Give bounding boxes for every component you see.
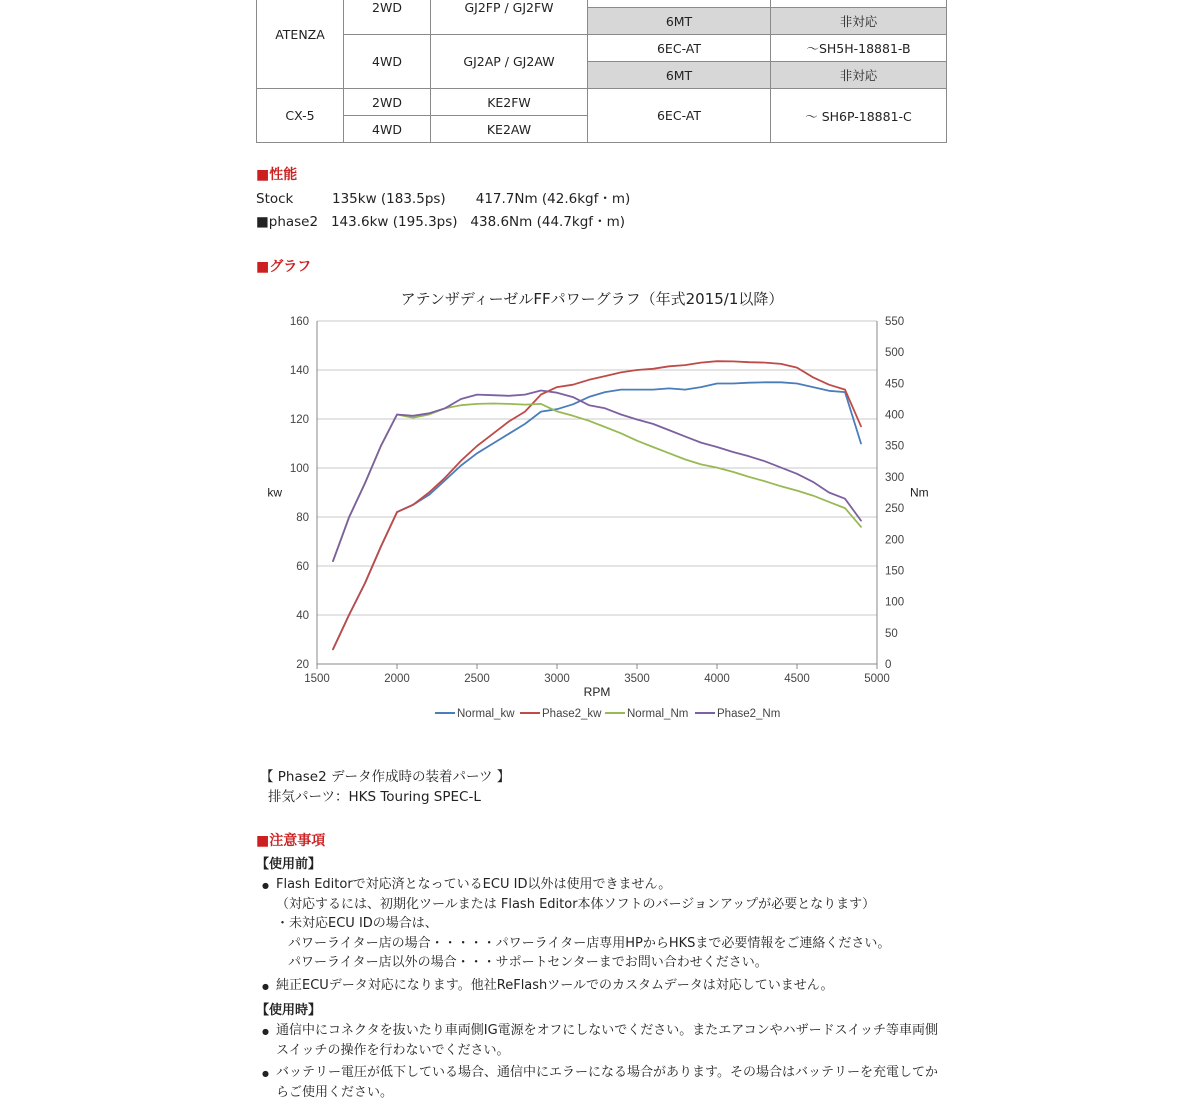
- ecu-cell: 非対応: [771, 8, 947, 35]
- note-item: [256, 976, 956, 996]
- ecu-cell: 〜SH5H-18881-B: [771, 35, 947, 62]
- note-subtext: パワーライター店以外の場合・・・サポートセンターまでお問い合わせください。: [288, 955, 768, 970]
- model-cell: CX-5: [257, 89, 344, 143]
- x-tick-label: 5000: [864, 673, 890, 685]
- y-left-tick-label: 120: [289, 414, 309, 426]
- chassis-cell: KE2FW: [431, 89, 588, 116]
- x-tick-label: 4000: [704, 673, 730, 685]
- series-line-normal-nm: [333, 404, 861, 562]
- stock-performance-line: Stock 135kw (183.5ps) 417.7Nm (42.6kgf・m): [256, 191, 631, 207]
- parts-header: 【 Phase2 データ作成時の装着パーツ 】: [260, 769, 511, 785]
- ecu-cell: [771, 0, 947, 8]
- y-right-tick-label: 50: [885, 627, 898, 640]
- x-tick-label: 4500: [784, 673, 810, 685]
- note-text: ● バッテリー電圧が低下している場合、通信中にエラーになる場合があります。その場合はバッテリーを充電してからご使用ください。: [276, 1065, 938, 1100]
- y-right-tick-label: 350: [885, 440, 905, 453]
- x-tick-label: 3500: [624, 673, 650, 685]
- trans-cell: 6EC-AT: [588, 35, 771, 62]
- y-left-tick-label: 20: [296, 659, 309, 671]
- note-item: [256, 1063, 941, 1102]
- note-item: [256, 1021, 941, 1060]
- exhaust-parts: 排気パーツ：HKS Touring SPEC-L: [268, 789, 481, 805]
- y-left-axis-label: kw: [267, 485, 282, 500]
- y-right-tick-label: 500: [885, 347, 905, 360]
- drive-cell: 2WD: [344, 0, 431, 35]
- trans-cell: 6MT: [588, 62, 771, 89]
- x-axis-label: RPM: [583, 685, 611, 699]
- ecu-cell: ～ SH6P-18881-C: [771, 89, 947, 143]
- series-line-phase2-nm: [333, 391, 861, 562]
- note-text: ● 通信中にコネクタを抜いたり車両側IG電源をオフにしないでください。またエアコンやハザードスイッチ等車両側スイッチの操作を行わないでください。: [276, 1023, 938, 1058]
- y-right-axis-label: Nm: [910, 485, 929, 500]
- note-text: ● 純正ECUデータ対応になります。他社ReFlashツールでのカスタムデータは対応していません。: [276, 977, 834, 993]
- y-left-tick-label: 40: [296, 610, 309, 622]
- legend-label: Phase2_Nm: [717, 708, 781, 720]
- chassis-cell: GJ2FP / GJ2FW: [431, 0, 588, 35]
- trans-cell: [588, 0, 771, 8]
- note-subtext: パワーライター店の場合・・・・・パワーライター店専用HPからHKSまで必要情報をご連絡ください。: [288, 935, 891, 951]
- chart-title: アテンザディーゼルFFパワーグラフ（年式2015/1以降）: [400, 290, 784, 308]
- x-tick-label: 1500: [304, 673, 330, 685]
- during-use-heading: 【使用時】: [256, 1003, 322, 1018]
- series-line-phase2-kw: [333, 361, 861, 649]
- x-tick-label: 3000: [544, 673, 570, 685]
- legend-label: Normal_Nm: [627, 708, 689, 720]
- trans-cell: 6EC-AT: [588, 89, 771, 143]
- series-line-normal-kw: [333, 382, 861, 649]
- trans-cell: 6MT: [588, 8, 771, 35]
- ecu-cell: 非対応: [771, 62, 947, 89]
- x-tick-label: 2000: [384, 673, 410, 685]
- chassis-cell: KE2AW: [431, 116, 588, 143]
- y-right-tick-label: 400: [885, 409, 905, 422]
- legend-label: Phase2_kw: [542, 708, 602, 720]
- y-right-tick-label: 100: [885, 596, 905, 609]
- chassis-cell: GJ2AP / GJ2AW: [431, 35, 588, 89]
- y-right-tick-label: 450: [885, 378, 905, 391]
- y-right-tick-label: 200: [885, 534, 905, 547]
- x-tick-label: 2500: [464, 673, 490, 685]
- note-subtext: （対応するには、初期化ツールまたは Flash Editor本体ソフトのバージョンアップが必要となります）: [276, 896, 876, 912]
- note-item: [256, 875, 956, 973]
- drive-cell: 4WD: [344, 35, 431, 89]
- note-text: ● Flash Editorで対応済となっているECU ID以外は使用できません。: [276, 877, 672, 892]
- notes-section-title: ■注意事項: [256, 833, 326, 849]
- y-left-tick-label: 140: [289, 365, 309, 377]
- y-right-tick-label: 550: [885, 316, 905, 328]
- drive-cell: 4WD: [344, 116, 431, 143]
- y-left-tick-label: 160: [289, 316, 309, 328]
- phase2-performance-line: ■phase2 143.6kw (195.3ps) 438.6Nm (44.7kgf・m): [256, 214, 625, 230]
- y-right-tick-label: 150: [885, 565, 905, 578]
- power-graph-svg: [262, 280, 929, 730]
- power-graph: [262, 280, 929, 730]
- drive-cell: 2WD: [344, 89, 431, 116]
- y-right-tick-label: 0: [885, 659, 892, 671]
- legend-label: Normal_kw: [457, 708, 515, 720]
- y-right-tick-label: 300: [885, 471, 905, 484]
- y-right-tick-label: 250: [885, 503, 905, 516]
- performance-section-title: ■性能: [256, 167, 298, 183]
- y-left-tick-label: 100: [289, 463, 309, 475]
- compatibility-table: [256, 0, 947, 143]
- model-cell: ATENZA: [257, 0, 344, 89]
- before-use-heading: 【使用前】: [256, 857, 322, 872]
- y-left-tick-label: 80: [296, 512, 309, 524]
- graph-section-title: ■グラフ: [256, 259, 312, 275]
- note-subtext: ・未対応ECU IDの場合は、: [276, 916, 438, 931]
- notes-body: [256, 853, 956, 1102]
- y-left-tick-label: 60: [296, 561, 309, 573]
